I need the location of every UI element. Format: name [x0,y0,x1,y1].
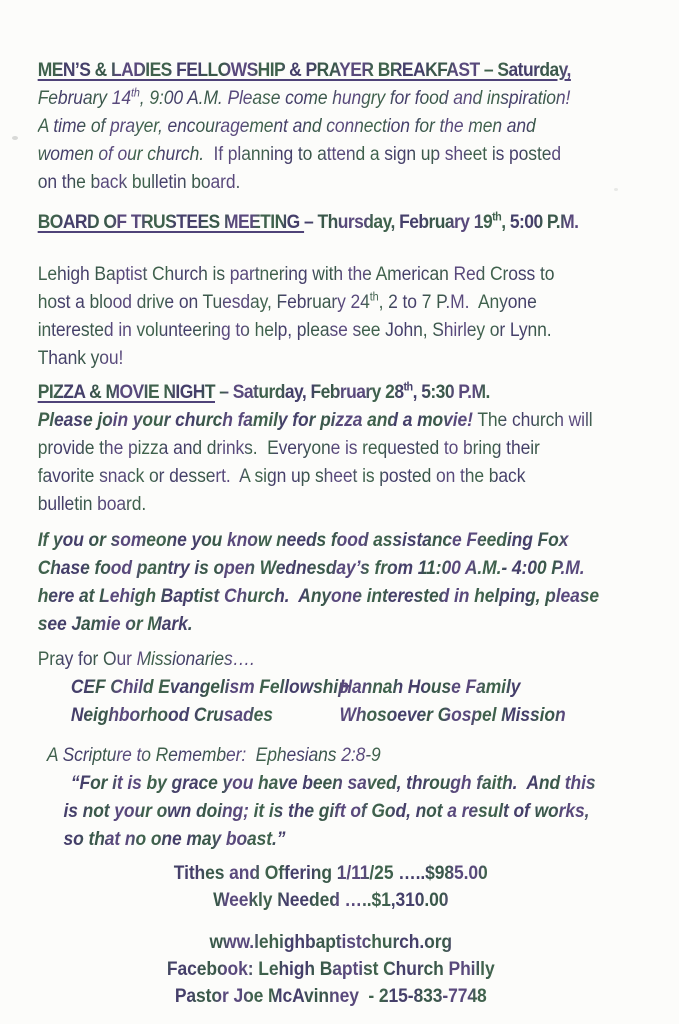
text-segment: so that no one may boast.” [63,829,286,850]
missionary-neighborhood-crusades: Neighborhood Crusades [70,705,273,726]
text-segment: A time of prayer, encouragement and connection for the men and [37,116,536,137]
missionaries-heading-text: Pray for Our [37,649,137,670]
tithes-offering-line: Tithes and Offering 1/11/25 …..$985.00 [173,863,488,884]
blood-drive-text: Lehigh Baptist Church is partnering with the American Red Cross to [37,264,555,285]
text-segment: February 14 [37,88,131,109]
weekly-needed-line: Weekly Needed …..$1,310.00 [213,890,449,911]
text-segment: Missionaries…. [136,649,255,670]
tithes-offering [38,860,624,914]
mens-ladies-fellowship [38,57,624,197]
text-segment: th [492,210,502,224]
text-segment: th [403,380,413,394]
missionaries-heading [38,646,624,674]
text-segment: The church will [472,410,593,431]
text-segment: , 2 to 7 P.M. Anyone [378,292,537,313]
scripture-reference: A Scripture to Remember: Ephesians 2:8-9 [46,745,381,766]
scripture-quote-text: “For it is by grace you have been saved, through faith. And this [70,773,596,794]
missionary-cef: CEF Child Evangelism Fellowship [70,677,349,698]
website-url: www.lehighbaptistchurch.org [209,932,453,953]
fellowship-breakfast-heading: MEN’S & LADIES FELLOWSHIP & PRAYER BREAKFAST – Saturday, [37,60,571,81]
footer-contact [38,929,624,1010]
blood-drive [38,261,624,373]
food-pantry [38,527,624,639]
food-pantry-text: If you or someone you know needs food assistance Feeding Fox [37,530,569,551]
missionaries-columns-col-2 [339,674,623,730]
text-segment: th [369,290,379,304]
text-segment: is not your own doing; it is the gift of God, not a result of works, [63,801,590,822]
scripture-quote [38,770,624,854]
text-segment: , 9:00 A.M. Please come hungry for food and inspiration! [139,88,571,109]
text-segment: bulletin board. [37,494,147,515]
text-segment: , 5:30 P.M. [412,382,490,403]
text-segment: – Thursday, February 19 [304,212,493,233]
text-segment: th [130,86,140,100]
trustees-meeting-heading: BOARD OF TRUSTEES MEETING [37,212,305,233]
text-segment: favorite snack or dessert. A sign up sheet is posted on the back [37,466,526,487]
text-segment: interested in volunteering to help, please see John, Shirley or Lynn. [37,320,552,341]
text-segment: , 5:00 P.M. [501,212,579,233]
text-segment: If planning to attend a sign up sheet is posted [203,144,561,165]
text-segment: host a blood drive on Tuesday, February 24 [37,292,370,313]
text-segment: – Saturday, February 28 [214,382,404,403]
missionaries-columns-col-1 [70,674,349,730]
text-segment: Chase food pantry is open Wednesday’s from 11:00 A.M.- 4:00 P.M. [37,558,585,579]
text-segment: see Jamie or Mark. [37,614,193,635]
board-of-trustees [38,209,624,237]
missionaries-columns [38,674,624,730]
text-segment: here at Lehigh Baptist Church. Anyone interested in helping, please [37,586,600,607]
pizza-movie-heading: PIZZA & MOVIE NIGHT [37,382,215,403]
missionary-hannah-house: Hannah House Family [339,677,521,698]
pastor-phone-line: Pastor Joe McAvinney - 215-833-7748 [174,986,487,1007]
scripture-heading [38,742,624,770]
text-segment: women of our church. [37,144,204,165]
text-segment: on the back bulletin board. [37,172,241,193]
missionary-whosoever-gospel: Whosoever Gospel Mission [339,705,566,726]
facebook-line: Facebook: Lehigh Baptist Church Philly [166,959,495,980]
text-segment: Please join your church family for pizza and a movie! [37,410,473,431]
text-segment: Thank you! [37,348,124,369]
text-segment: provide the pizza and drinks. Everyone is requested to bring their [37,438,540,459]
pizza-movie-night [38,379,624,519]
